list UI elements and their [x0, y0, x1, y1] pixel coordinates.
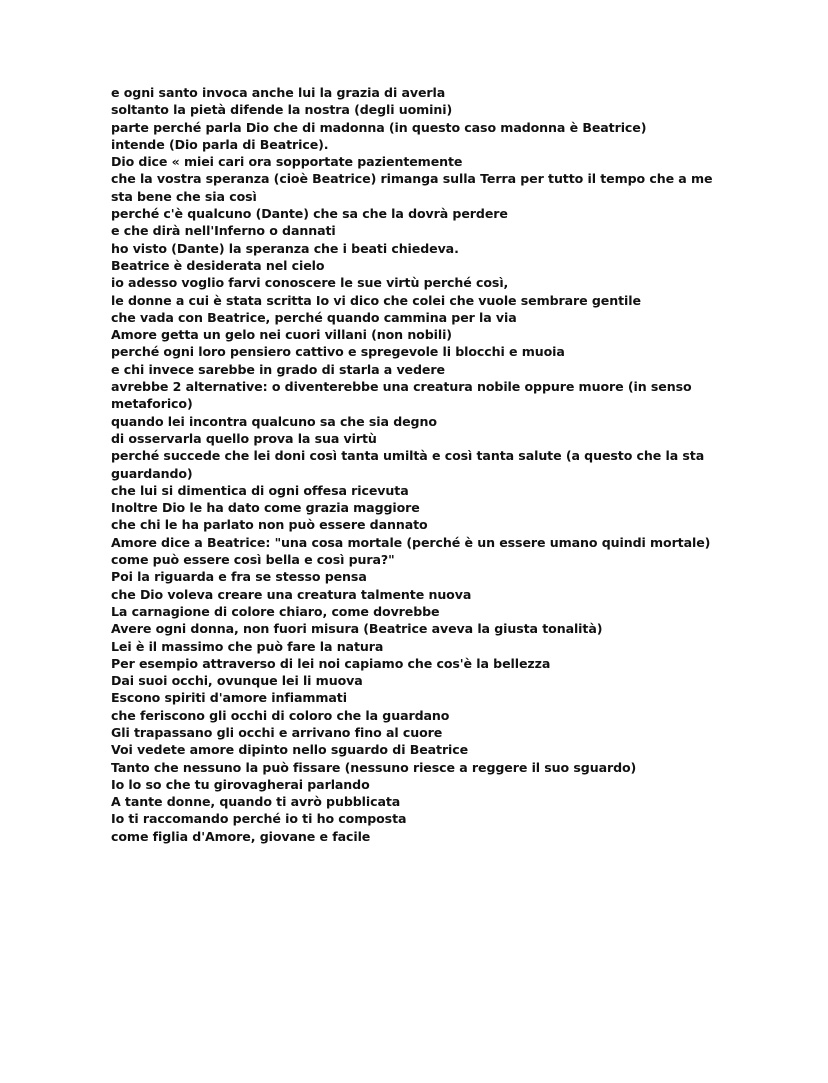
text-line: Io ti raccomando perché io ti ho composta — [111, 811, 407, 827]
text-line: perché ogni loro pensiero cattivo e spregevole li blocchi e muoia — [111, 344, 565, 360]
handwritten-text-block — [111, 84, 731, 845]
text-line: Per esempio attraverso di lei noi capiamo che cos'è la bellezza — [111, 655, 551, 671]
text-line: perché succede che lei doni così tanta umiltà e così tanta salute (a questo che la sta guardando) — [111, 448, 705, 481]
text-line: che la vostra speranza (cioè Beatrice) rimanga sulla Terra per tutto il tempo che a me sta bene che sia così — [111, 171, 713, 204]
text-line: Amore getta un gelo nei cuori villani (non nobili) — [111, 327, 452, 343]
text-line: Voi vedete amore dipinto nello sguardo di Beatrice — [111, 742, 469, 758]
text-line: Dio dice « miei cari ora sopportate pazientemente — [111, 154, 463, 170]
text-line: che feriscono gli occhi di coloro che la guardano — [111, 707, 450, 723]
text-line: Dai suoi occhi, ovunque lei li muova — [111, 673, 363, 689]
text-line: le donne a cui è stata scritta Io vi dico che colei che vuole sembrare gentile — [111, 292, 641, 308]
text-line: Inoltre Dio le ha dato come grazia maggiore — [111, 500, 420, 516]
text-line: Io lo so che tu girovagherai parlando — [111, 776, 370, 792]
text-line: ho visto (Dante) la speranza che i beati chiedeva. — [111, 240, 459, 256]
text-line: soltanto la pietà difende la nostra (degli uomini) — [111, 102, 453, 118]
text-line: di osservarla quello prova la sua virtù — [111, 430, 377, 446]
text-line: Gli trapassano gli occhi e arrivano fino al cuore — [111, 724, 443, 740]
text-line: La carnagione di colore chiaro, come dovrebbe — [111, 603, 440, 619]
text-line: che Dio voleva creare una creatura talmente nuova — [111, 586, 472, 602]
text-line: intende (Dio parla di Beatrice). — [111, 136, 329, 152]
text-line: perché c'è qualcuno (Dante) che sa che la dovrà perdere — [111, 206, 508, 222]
text-line: Lei è il massimo che può fare la natura — [111, 638, 384, 654]
text-line: A tante donne, quando ti avrò pubblicata — [111, 794, 401, 810]
text-line: Beatrice è desiderata nel cielo — [111, 257, 325, 273]
text-line: Tanto che nessuno la può fissare (nessuno riesce a reggere il suo sguardo) — [111, 759, 637, 775]
text-line: Poi la riguarda e fra se stesso pensa — [111, 569, 367, 585]
text-line: Amore dice a Beatrice: "una cosa mortale (perché è un essere umano quindi mortale) — [111, 534, 711, 550]
text-line: come può essere così bella e così pura?" — [111, 552, 395, 568]
text-line: Avere ogni donna, non fuori misura (Beatrice aveva la giusta tonalità) — [111, 621, 603, 637]
text-line: Escono spiriti d'amore infiammati — [111, 690, 347, 706]
text-line: che vada con Beatrice, perché quando cammina per la via — [111, 309, 517, 325]
text-line: e ogni santo invoca anche lui la grazia di averla — [111, 85, 446, 100]
text-line: avrebbe 2 alternative: o diventerebbe una creatura nobile oppure muore (in senso metaforico) — [111, 379, 692, 412]
text-line: e chi invece sarebbe in grado di starla a vedere — [111, 361, 445, 377]
text-line: parte perché parla Dio che di madonna (in questo caso madonna è Beatrice) — [111, 119, 647, 135]
text-line: come figlia d'Amore, giovane e facile — [111, 828, 371, 844]
text-line: io adesso voglio farvi conoscere le sue virtù perché così, — [111, 275, 509, 291]
text-line: che chi le ha parlato non può essere dannato — [111, 517, 428, 533]
text-line: quando lei incontra qualcuno sa che sia degno — [111, 413, 437, 429]
text-line: e che dirà nell'Inferno o dannati — [111, 223, 336, 239]
text-line: che lui si dimentica di ogni offesa ricevuta — [111, 482, 409, 498]
